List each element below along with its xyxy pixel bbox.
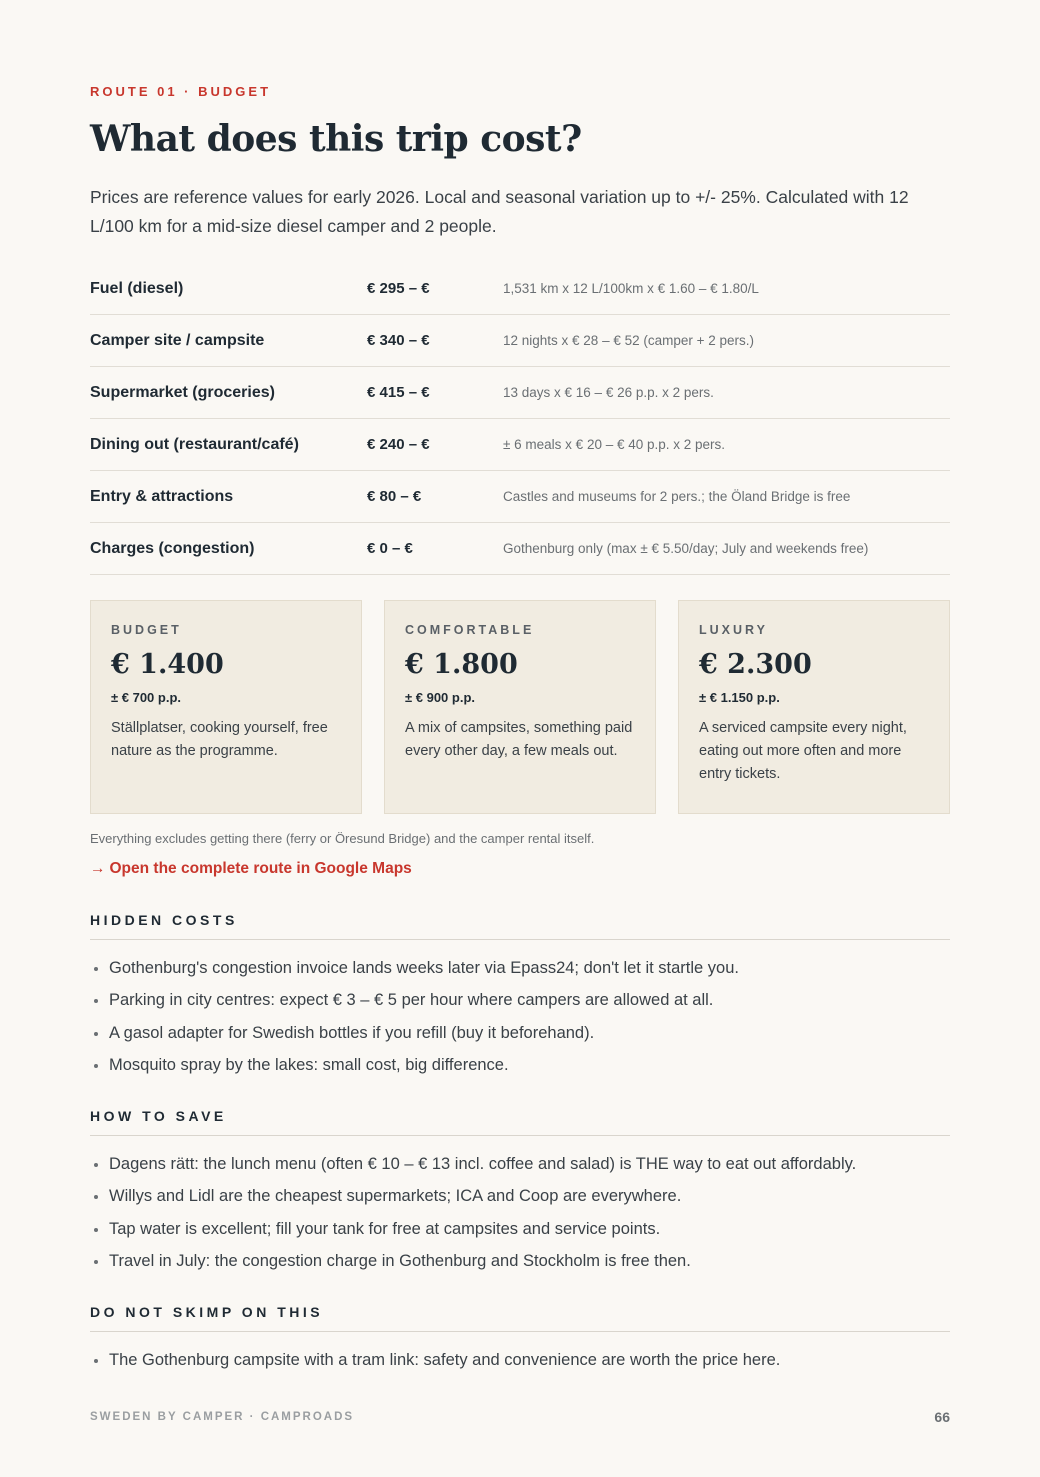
cost-label: Entry & attractions (90, 487, 234, 505)
arrow-right-icon: → (90, 860, 106, 877)
cost-range: € 80 – € (367, 488, 422, 505)
how-to-save-section (90, 1108, 950, 1277)
tier-name: COMFORTABLE (405, 623, 535, 637)
hidden-costs-section (90, 912, 950, 1081)
eyebrow: ROUTE 01 · BUDGET (90, 84, 272, 99)
cost-label: Supermarket (groceries) (90, 383, 275, 401)
list-item: A gasol adapter for Swedish bottles if you refill (buy it beforehand). (90, 1017, 950, 1049)
cost-row-fuel (90, 263, 950, 315)
cost-range: € 0 – € (367, 540, 413, 557)
list-item: Tap water is excellent; fill your tank for free at campsites and service points. (90, 1213, 950, 1245)
tier-card-budget (90, 600, 362, 814)
list-item: Willys and Lidl are the cheapest supermarkets; ICA and Coop are everywhere. (90, 1180, 950, 1212)
google-maps-link[interactable] (90, 860, 412, 878)
cost-note: 13 days x € 16 – € 26 p.p. x 2 pers. (503, 385, 714, 400)
tier-price: € 1.800 (405, 649, 518, 680)
tier-card-comfortable (384, 600, 656, 814)
tier-price: € 2.300 (699, 649, 812, 680)
list-item: Gothenburg's congestion invoice lands weeks later via Epass24; don't let it startle you. (90, 952, 950, 984)
list-item: Dagens rätt: the lunch menu (often € 10 – € 13 incl. coffee and salad) is THE way to eat out affordably. (90, 1148, 950, 1180)
cost-range: € 340 – € (367, 332, 430, 349)
cost-row-charges (90, 523, 950, 575)
cost-row-attractions (90, 471, 950, 523)
budget-tiers (90, 600, 950, 814)
section-heading: DO NOT SKIMP ON THIS (90, 1304, 950, 1332)
tier-per-person: ± € 700 p.p. (111, 690, 181, 705)
section-heading: HIDDEN COSTS (90, 912, 950, 940)
list-item: Mosquito spray by the lakes: small cost, big difference. (90, 1049, 950, 1081)
list-item: The Gothenburg campsite with a tram link: safety and convenience are worth the price here. (90, 1344, 950, 1376)
cost-row-groceries (90, 367, 950, 419)
tier-card-luxury (678, 600, 950, 814)
page-title: What does this trip cost? (90, 118, 582, 160)
cost-note: 1,531 km x 12 L/100km x € 1.60 – € 1.80/L (503, 281, 759, 296)
tier-description: A serviced campsite every night, eating out more often and more entry tickets. (699, 720, 907, 782)
tier-description: A mix of campsites, something paid every other day, a few meals out. (405, 720, 633, 759)
cost-table (90, 263, 950, 575)
list-item: Parking in city centres: expect € 3 – € 5 per hour where campers are allowed at all. (90, 984, 950, 1016)
tier-name: LUXURY (699, 623, 768, 637)
tier-description: Ställplatser, cooking yourself, free nature as the programme. (111, 720, 328, 759)
tier-name: BUDGET (111, 623, 182, 637)
hidden-costs-list (90, 952, 950, 1081)
footer-publication: SWEDEN BY CAMPER · CAMPROADS (90, 1411, 355, 1423)
section-heading: HOW TO SAVE (90, 1108, 950, 1136)
cost-label: Fuel (diesel) (90, 279, 184, 297)
footnote: Everything excludes getting there (ferry or Öresund Bridge) and the camper rental itself. (90, 831, 595, 846)
cost-label: Camper site / campsite (90, 331, 265, 349)
cost-note: Castles and museums for 2 pers.; the Öland Bridge is free (503, 489, 851, 504)
intro-text: Prices are reference values for early 2026. Local and seasonal variation up to +/- 25%. Calculated with 12 L/100 km for a mid-size diesel camper and 2 people. (90, 187, 909, 236)
cost-note: ± 6 meals x € 20 – € 40 p.p. x 2 pers. (503, 437, 726, 452)
do-not-skimp-list (90, 1344, 950, 1376)
cost-row-dining (90, 419, 950, 471)
tier-per-person: ± € 900 p.p. (405, 690, 475, 705)
do-not-skimp-section (90, 1304, 950, 1376)
cost-range: € 240 – € (367, 436, 430, 453)
google-maps-link-label: Open the complete route in Google Maps (109, 860, 412, 877)
cost-note: Gothenburg only (max ± € 5.50/day; July and weekends free) (503, 541, 869, 556)
cost-note: 12 nights x € 28 – € 52 (camper + 2 pers.) (503, 333, 755, 348)
cost-range: € 415 – € (367, 384, 430, 401)
cost-label: Dining out (restaurant/café) (90, 435, 299, 453)
tier-per-person: ± € 1.150 p.p. (699, 690, 780, 705)
tier-price: € 1.400 (111, 649, 224, 680)
how-to-save-list (90, 1148, 950, 1277)
page-number: 66 (934, 1409, 950, 1425)
cost-row-campsite (90, 315, 950, 367)
cost-range: € 295 – € (367, 280, 430, 297)
cost-label: Charges (congestion) (90, 539, 255, 557)
list-item: Travel in July: the congestion charge in Gothenburg and Stockholm is free then. (90, 1245, 950, 1277)
